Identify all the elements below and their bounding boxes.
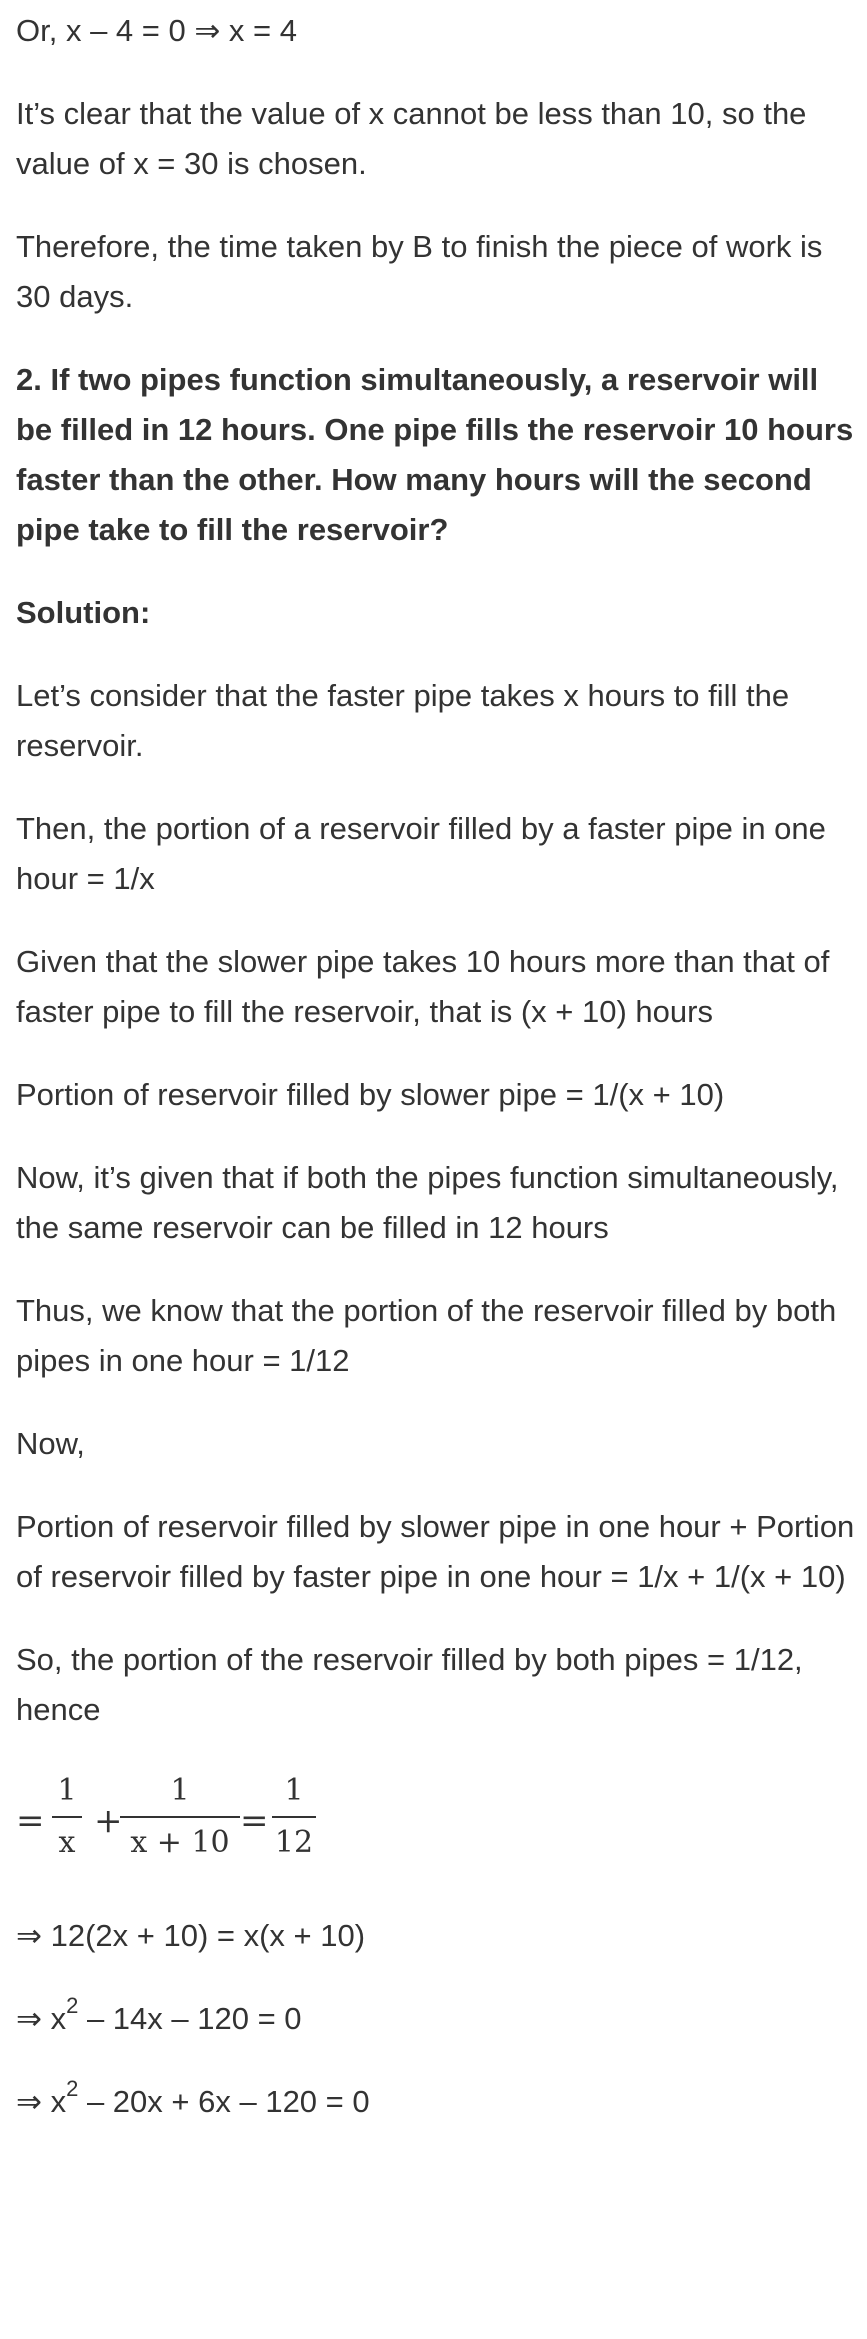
- step-3-lhs: ⇒ x: [16, 2084, 67, 2119]
- fraction-one-over-x-plus-10: [120, 1773, 240, 1860]
- paragraph-value-chosen: It’s clear that the value of x cannot be less than 10, so the value of x = 30 is chosen.: [16, 96, 807, 181]
- fraction-numerator: 1: [57, 1773, 77, 1808]
- fraction-one-over-12: [272, 1773, 316, 1860]
- fraction-numerator: 1: [284, 1773, 304, 1808]
- step-3-rhs: – 20x + 6x – 120 = 0: [78, 2084, 370, 2119]
- fraction-denominator: x + 10: [130, 1825, 230, 1860]
- fraction-numerator: 1: [170, 1773, 190, 1808]
- paragraph-time-taken-b: Therefore, the time taken by B to finish the piece of work is 30 days.: [16, 229, 823, 314]
- fraction-one-over-x: [52, 1773, 82, 1860]
- solution-step-slower-pipe: Given that the slower pipe takes 10 hours more than that of faster pipe to fill the reservoir, that is (x + 10) hours: [16, 944, 830, 1029]
- step-2-exponent: 2: [66, 1993, 79, 2018]
- fraction-equation: [16, 1768, 861, 1878]
- fraction-denominator: x: [58, 1825, 76, 1860]
- solution-step-sum-portions: Portion of reservoir filled by slower pipe in one hour + Portion of reservoir filled by faster pipe in one hour = 1/x + 1/(x + 10): [16, 1509, 855, 1594]
- solution-step-hence: So, the portion of the reservoir filled by both pipes = 1/12, hence: [16, 1642, 803, 1727]
- equation-equals-sign: =: [240, 1801, 269, 1841]
- equation-plus-sign: +: [94, 1801, 123, 1841]
- equation-step-3: [16, 2077, 861, 2127]
- solution-step-simultaneous: Now, it’s given that if both the pipes function simultaneously, the same reservoir can be filled in 12 hours: [16, 1160, 839, 1245]
- solution-step-faster-pipe: Let’s consider that the faster pipe takes x hours to fill the reservoir.: [16, 678, 790, 763]
- step-3-exponent: 2: [66, 2076, 79, 2101]
- solution-step-now: Now,: [16, 1426, 85, 1461]
- fraction-denominator: 12: [274, 1825, 314, 1860]
- document-body: [16, 0, 861, 2160]
- step-2-lhs: ⇒ x: [16, 2001, 67, 2036]
- paragraph-x-equals-4: Or, x – 4 = 0 ⇒ x = 4: [16, 13, 297, 48]
- solution-step-slower-portion: Portion of reservoir filled by slower pipe = 1/(x + 10): [16, 1077, 725, 1112]
- equation-step-2: [16, 1994, 861, 2044]
- solution-step-faster-portion: Then, the portion of a reservoir filled by a faster pipe in one hour = 1/x: [16, 811, 826, 896]
- step-2-rhs: – 14x – 120 = 0: [78, 2001, 302, 2036]
- question-2: 2. If two pipes function simultaneously, a reservoir will be filled in 12 hours. One pipe fills the reservoir 10 hours faster than the other. How many hours will the second pipe take to fill the reservoir?: [16, 362, 854, 547]
- solution-step-both-portion: Thus, we know that the portion of the reservoir filled by both pipes in one hour = 1/12: [16, 1293, 837, 1378]
- equation-step-1: ⇒ 12(2x + 10) = x(x + 10): [16, 1918, 366, 1953]
- equation-equals-sign: =: [16, 1801, 45, 1841]
- solution-heading: Solution:: [16, 595, 151, 630]
